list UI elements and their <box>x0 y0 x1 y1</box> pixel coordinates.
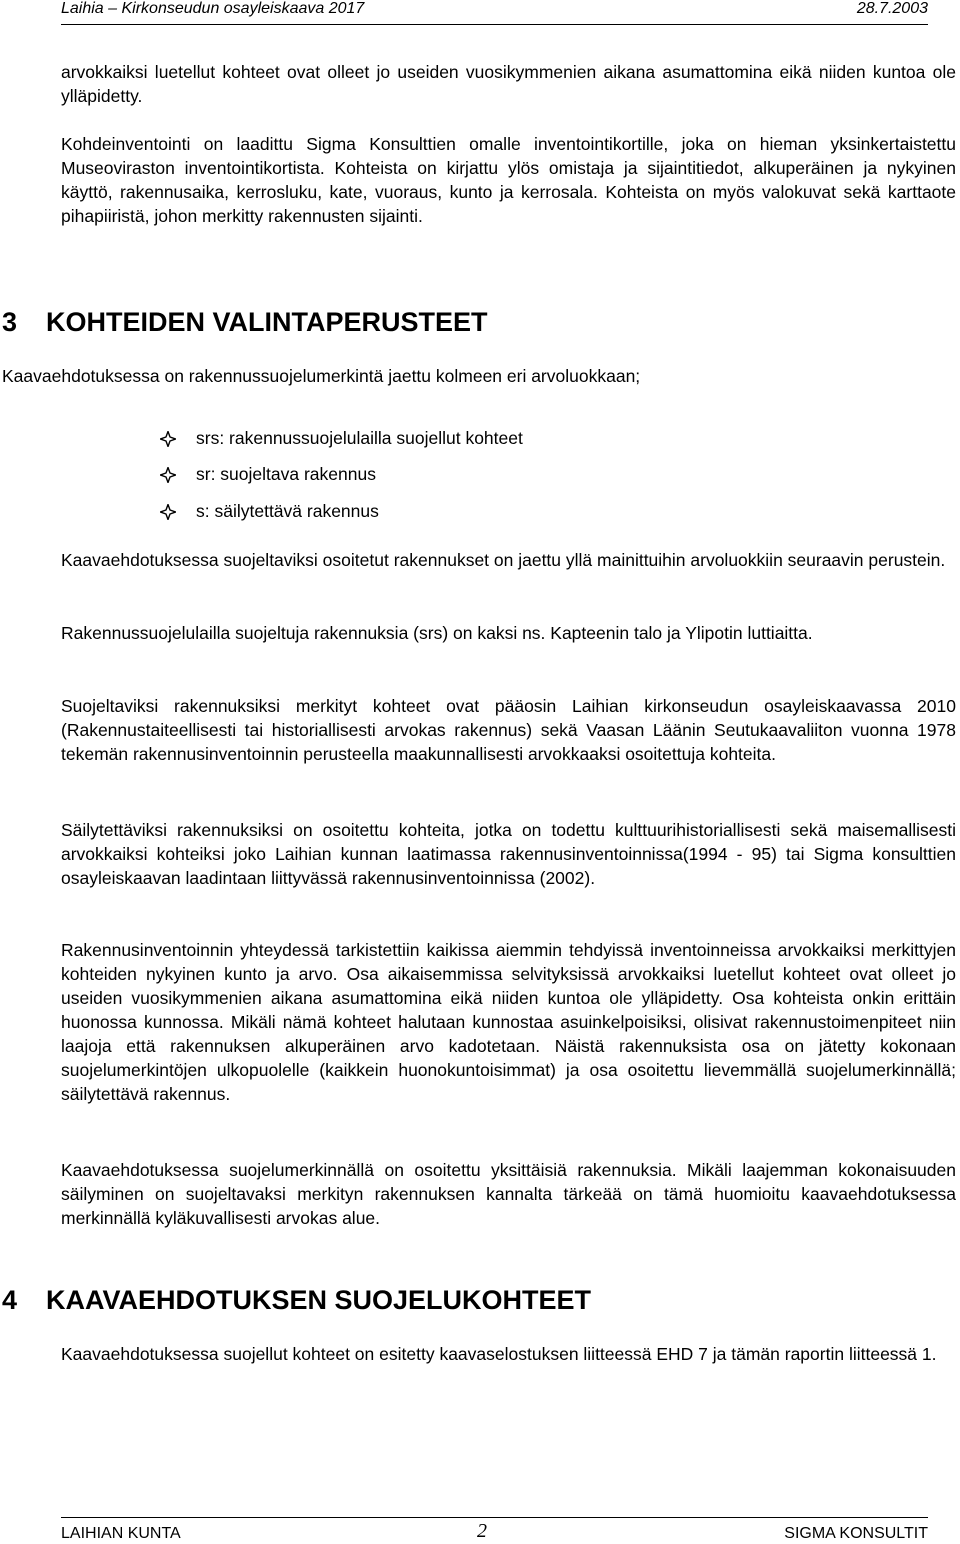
page-footer <box>61 1517 928 1544</box>
list-item-text: sr: suojeltava rakennus <box>196 464 376 484</box>
paragraph: Suojeltaviksi rakennuksiksi merkityt kohteet ovat pääosin Laihian kirkonseudun osayleiskaavassa 2010 (Rakennustaiteellisesti tai historiallisesti arvokas rakennus) sekä Vaasan Läänin Seutukaavaliiton vuonna 1978 tekemän rakennusinventoinnin perusteella maakunnallisesti arvokkaaksi osoitettuja kohteita. <box>61 696 956 764</box>
page-number: 2 <box>477 1520 487 1542</box>
page-header <box>61 0 928 25</box>
paragraph: Kaavaehdotuksessa suojeltaviksi osoitetut rakennukset on jaettu yllä mainittuihin arvoluokkiin seuraavin perustein. <box>61 550 946 570</box>
paragraph: Kaavaehdotuksessa suojelumerkinnällä on osoitettu yksittäisiä rakennuksia. Mikäli laajemman kokonaisuuden säilyminen on suojeltavaksi merkityn rakennuksen kannalta tärkeää on tämä huomioitu kaavaehdotuksessa merkinnällä kyläkuvallisesti arvokas alue. <box>61 1160 956 1228</box>
section-title: KAAVAEHDOTUKSEN SUOJELUKOHTEET <box>46 1285 592 1315</box>
paragraph: Rakennusinventoinnin yhteydessä tarkistettiin kaikissa aiemmin tehdyissä inventoinneissa arvokkaiksi merkittyjen kohteiden nykyinen kunto ja arvo. Osa aikaisemmissa selvityksissä arvokkaiksi luetellut kohteet ovat olleet jo useiden vuosikymmenien aikana asumattomina eikä niiden kuntoa ole ylläpidetty. Osa kohteista onkin erittäin huonossa kunnossa. Mikäli nämä kohteet halutaan kunnostaa asuinkelpoisiksi, olisivat rakennustoimenpiteet niin laajoja että rakennuksen alkuperäinen arvo kadotetaan. Näistä rakennuksista osa on jätetty kokonaan suojelumerkintöjen ulkopuolelle (kaikkein huonokuntoisimmat) ja osa osoitettu lievemmällä suojelumerkinnällä; säilytettävä rakennus. <box>61 940 956 1104</box>
paragraph: Säilytettäviksi rakennuksiksi on osoitettu kohteita, jotka on todettu kulttuurihistoriallisesti sekä maisemallisesti arvokkaiksi kohteiksi joko Laihian kunnan laatimassa rakennusinventoinnissa(1994 - 95) tai Sigma konsulttien osayleiskaavan laadintaan liittyvässä rakennusinventoinnissa (2002). <box>61 820 956 888</box>
paragraph: Rakennussuojelulailla suojeltuja rakennuksia (srs) on kaksi ns. Kapteenin talo ja Ylipotin luttiaitta. <box>61 623 813 643</box>
list-item-text: s: säilytettävä rakennus <box>196 501 379 521</box>
footer-left: LAIHIAN KUNTA <box>61 1525 181 1542</box>
paragraph: arvokkaiksi luetellut kohteet ovat olleet jo useiden vuosikymmenien aikana asumattomina eikä niiden kuntoa ole ylläpidetty. <box>61 62 956 106</box>
section-number: 3 <box>2 307 18 337</box>
section-heading <box>2 1284 591 1316</box>
bullet-star-icon <box>160 467 176 483</box>
section-number: 4 <box>2 1285 18 1315</box>
paragraph: Kohdeinventointi on laadittu Sigma Konsulttien omalle inventointikortille, joka on hieman yksinkertaistettu Museoviraston inventointikortista. Kohteista on kirjattu ylös omistaja ja sijaintitiedot, alkuperäinen ja nykyinen käyttö, rakennusaika, kerrosluku, kate, vuoraus, kunto ja kerrosala. Kohteista on myös valokuvat sekä karttaote pihapiiristä, johon merkitty rakennusten sijainti. <box>61 134 956 226</box>
paragraph: Kaavaehdotuksessa suojellut kohteet on esitetty kaavaselostuksen liitteessä EHD 7 ja tämän raportin liitteessä 1. <box>61 1344 937 1364</box>
header-title: Laihia – Kirkonseudun osayleiskaava 2017 <box>61 0 365 17</box>
header-date: 28.7.2003 <box>856 0 928 17</box>
section-title: KOHTEIDEN VALINTAPERUSTEET <box>46 307 488 337</box>
bullet-star-icon <box>160 504 176 520</box>
bullet-star-icon <box>160 431 176 447</box>
section-heading <box>2 306 488 338</box>
footer-right: SIGMA KONSULTIT <box>784 1525 928 1542</box>
section-intro: Kaavaehdotuksessa on rakennussuojelumerkintä jaettu kolmeen eri arvoluokkaan; <box>2 366 641 386</box>
list-item-text: srs: rakennussuojelulailla suojellut kohteet <box>196 428 523 448</box>
